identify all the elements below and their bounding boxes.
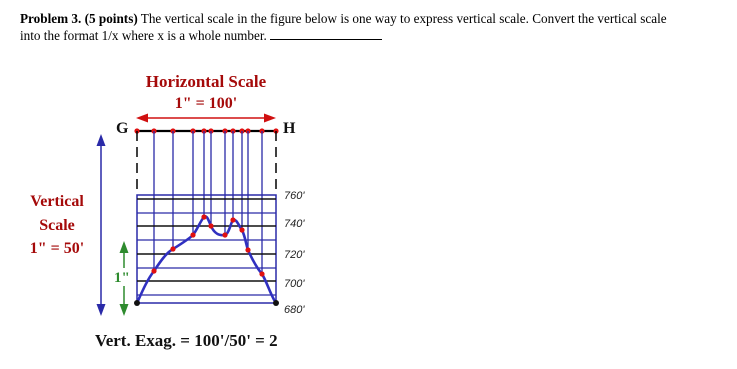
elevation-label-740: 740' — [284, 218, 305, 230]
vertical-exaggeration: Vert. Exag. = 100'/50' = 2 — [95, 331, 278, 350]
problem-number: Problem 3. — [20, 11, 82, 26]
point-h-label: H — [283, 120, 296, 137]
problem-points: (5 points) — [84, 11, 138, 26]
vertical-scale-title-line1: Vertical — [30, 193, 84, 210]
horizontal-scale-value: 1" = 100' — [174, 95, 238, 112]
point-h-base — [273, 300, 279, 306]
horizontal-scale-title: Horizontal Scale — [145, 72, 267, 91]
elevation-label-680: 680' — [284, 304, 305, 316]
problem-text-line2: into the format 1/x where x is a whole number. — [20, 28, 267, 43]
vertical-scale-value: 1" = 50' — [29, 240, 85, 257]
vertical-scale-title-line2: Scale — [39, 217, 75, 234]
point-g-label: G — [116, 120, 129, 137]
profile-grid-frame — [137, 195, 276, 303]
point-g-base — [134, 300, 140, 306]
elevation-profile-curve — [137, 216, 276, 303]
elevation-label-760: 760' — [284, 190, 305, 202]
elevation-gridlines — [137, 199, 276, 295]
elevation-label-700: 700' — [284, 278, 305, 290]
problem-text-line1: The vertical scale in the figure below is one way to express vertical scale. Convert the vertical scale — [140, 11, 667, 26]
elevation-label-720: 720' — [284, 249, 305, 261]
one-inch-label: 1" — [114, 270, 130, 286]
